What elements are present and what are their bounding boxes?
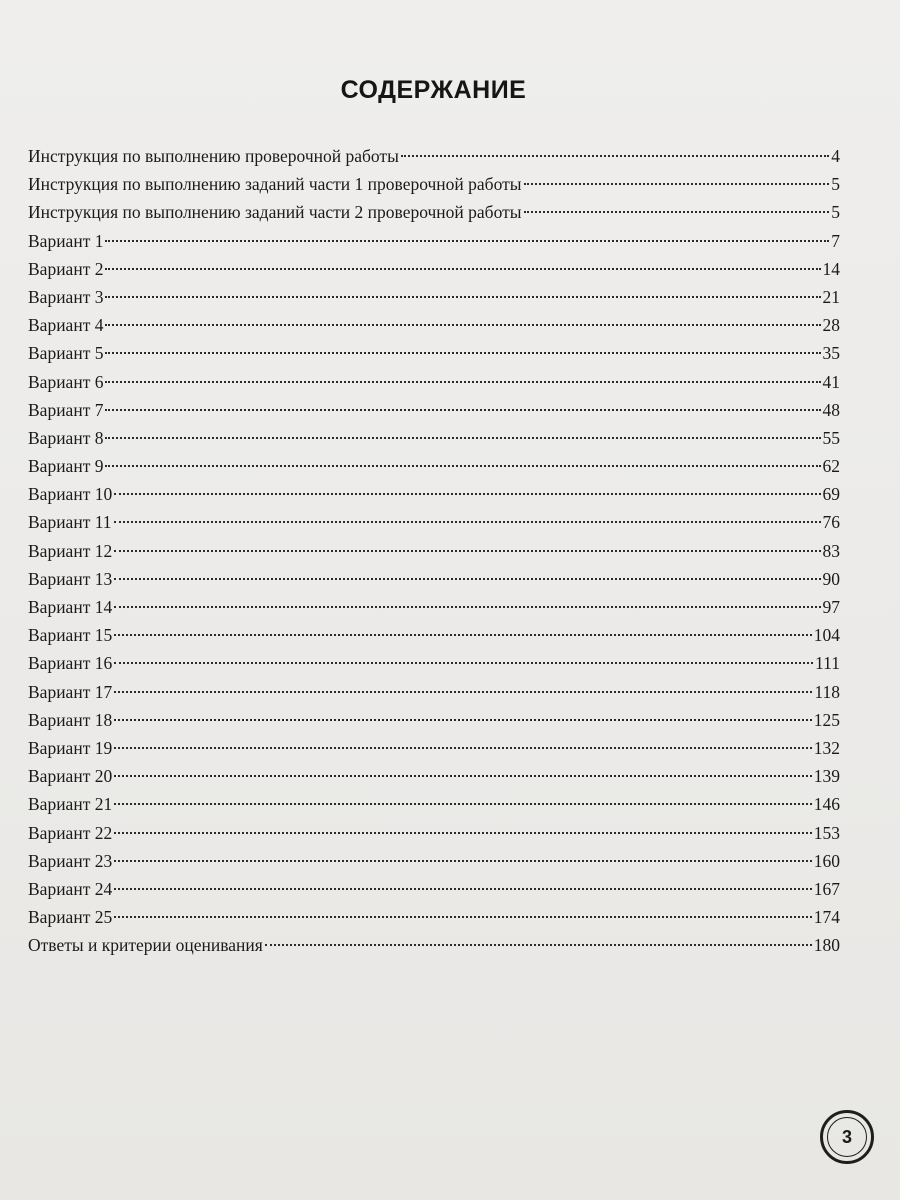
toc-entry-page: 118 bbox=[814, 681, 840, 702]
toc-entry-page: 62 bbox=[822, 456, 840, 477]
toc-entry-label: Вариант 25 bbox=[28, 907, 113, 928]
toc-dot-leader bbox=[114, 803, 812, 805]
toc-entry bbox=[28, 903, 840, 931]
toc-entry bbox=[28, 762, 840, 790]
toc-dot-leader bbox=[265, 944, 812, 946]
toc-entry-page: 69 bbox=[822, 484, 840, 505]
toc-entry-page: 76 bbox=[822, 512, 840, 533]
toc-entry bbox=[28, 847, 840, 875]
toc-dot-leader bbox=[114, 662, 813, 664]
toc-entry-label: Вариант 9 bbox=[28, 456, 104, 477]
toc-entry-label: Инструкция по выполнению заданий части 2 проверочной работы bbox=[28, 202, 522, 223]
toc-entry-label: Вариант 11 bbox=[28, 512, 112, 533]
toc-entry-label: Вариант 21 bbox=[28, 794, 113, 815]
toc-entry bbox=[28, 311, 840, 339]
toc-dot-leader bbox=[524, 183, 830, 185]
toc-entry-label: Вариант 6 bbox=[28, 371, 104, 392]
toc-entry-label: Вариант 8 bbox=[28, 427, 104, 448]
toc-dot-leader bbox=[114, 578, 820, 580]
toc-entry-label: Вариант 14 bbox=[28, 597, 113, 617]
toc-entry bbox=[28, 198, 840, 226]
toc-entry bbox=[28, 790, 840, 818]
toc-entry-label: Вариант 16 bbox=[28, 653, 113, 674]
toc-entry bbox=[28, 424, 840, 452]
toc-entry bbox=[28, 734, 840, 762]
toc-dot-leader bbox=[401, 155, 829, 157]
toc-entry-page: 83 bbox=[822, 540, 840, 561]
toc-entry-label: Вариант 4 bbox=[28, 315, 104, 336]
toc-entry-page: 28 bbox=[822, 315, 840, 336]
toc-entry bbox=[28, 508, 840, 536]
toc-entry-page: 153 bbox=[813, 822, 840, 843]
toc-entry-label: Вариант 13 bbox=[28, 568, 113, 589]
toc-dot-leader bbox=[105, 240, 829, 242]
page-number-badge bbox=[820, 1110, 874, 1164]
toc-entry-page: 14 bbox=[822, 258, 840, 279]
toc-dot-leader bbox=[114, 550, 820, 552]
toc-entry-page: 55 bbox=[822, 427, 840, 448]
toc-entry bbox=[28, 678, 840, 706]
toc-entry bbox=[28, 593, 840, 621]
toc-dot-leader bbox=[105, 352, 820, 354]
toc-entry-label: Вариант 17 bbox=[28, 681, 113, 702]
toc-entry bbox=[28, 227, 840, 255]
toc-entry-page: 5 bbox=[831, 202, 840, 223]
toc-entry-page: 4 bbox=[831, 146, 840, 166]
toc-dot-leader bbox=[114, 606, 820, 608]
toc-dot-leader bbox=[105, 268, 820, 270]
toc-entry-page: 125 bbox=[813, 709, 840, 730]
toc-dot-leader bbox=[105, 465, 820, 467]
toc-dot-leader bbox=[114, 691, 812, 693]
toc-dot-leader bbox=[114, 775, 812, 777]
toc-entry-page: 146 bbox=[813, 794, 840, 815]
toc-entry-page: 41 bbox=[822, 371, 840, 392]
toc-entry-label: Вариант 23 bbox=[28, 850, 113, 871]
page-number: 3 bbox=[841, 1126, 852, 1147]
toc-dot-leader bbox=[105, 381, 820, 383]
toc-dot-leader bbox=[105, 437, 820, 439]
toc-entry-label: Вариант 19 bbox=[28, 737, 113, 758]
toc-entry-label: Ответы и критерии оценивания bbox=[28, 935, 263, 956]
toc-entry-label: Инструкция по выполнению проверочной работы bbox=[28, 146, 399, 166]
toc-dot-leader bbox=[524, 211, 830, 213]
toc-entry-page: 97 bbox=[822, 597, 840, 617]
toc-entry bbox=[28, 368, 840, 396]
toc-dot-leader bbox=[114, 888, 812, 890]
toc-entry-label: Вариант 2 bbox=[28, 258, 104, 279]
toc-entry-page: 167 bbox=[813, 878, 840, 899]
toc-entry-page: 90 bbox=[822, 568, 840, 589]
toc-entry-page: 160 bbox=[813, 850, 840, 871]
toc-dot-leader bbox=[114, 493, 820, 495]
toc-entry-page: 180 bbox=[813, 935, 840, 956]
toc-entry-page: 132 bbox=[813, 737, 840, 758]
toc-entry bbox=[28, 396, 840, 424]
toc-entry-label: Вариант 7 bbox=[28, 399, 104, 420]
toc-entry-page: 5 bbox=[831, 174, 840, 195]
toc-dot-leader bbox=[114, 719, 812, 721]
toc-entry bbox=[28, 931, 840, 959]
toc-entry bbox=[28, 819, 840, 847]
toc-entry-page: 139 bbox=[813, 766, 840, 787]
toc-entry-page: 174 bbox=[813, 907, 840, 928]
toc-dot-leader bbox=[114, 916, 812, 918]
toc-entry-page: 104 bbox=[813, 625, 840, 646]
toc-dot-leader bbox=[114, 747, 812, 749]
toc-entry bbox=[28, 706, 840, 734]
toc-entry bbox=[28, 452, 840, 480]
toc-entry-page: 35 bbox=[822, 343, 840, 364]
toc-entry bbox=[28, 339, 840, 367]
toc-entry-page: 21 bbox=[822, 286, 840, 307]
toc-entry bbox=[28, 537, 840, 565]
toc-entry bbox=[28, 621, 840, 649]
toc-entry-label: Вариант 12 bbox=[28, 540, 113, 561]
toc-entry bbox=[28, 283, 840, 311]
toc-entry bbox=[28, 875, 840, 903]
toc-entry-label: Вариант 15 bbox=[28, 625, 113, 646]
toc-dot-leader bbox=[105, 324, 820, 326]
toc-dot-leader bbox=[114, 860, 812, 862]
toc-entry bbox=[28, 649, 840, 677]
toc-entry-label: Вариант 24 bbox=[28, 878, 113, 899]
toc-dot-leader bbox=[114, 634, 812, 636]
toc-entry-label: Вариант 1 bbox=[28, 230, 104, 251]
toc-entry-page: 111 bbox=[815, 653, 840, 674]
page-title: СОДЕРЖАНИЕ bbox=[340, 76, 527, 104]
toc-entry bbox=[28, 565, 840, 593]
toc-entry-label: Вариант 5 bbox=[28, 343, 104, 364]
toc-entry-label: Вариант 22 bbox=[28, 822, 113, 843]
toc-entry bbox=[28, 170, 840, 198]
toc-entry-label: Вариант 20 bbox=[28, 766, 113, 787]
toc-dot-leader bbox=[114, 832, 812, 834]
toc-entry bbox=[28, 480, 840, 508]
toc-entry bbox=[28, 142, 840, 170]
toc-dot-leader bbox=[114, 521, 821, 523]
toc-entry-page: 48 bbox=[822, 399, 840, 420]
toc-entry bbox=[28, 255, 840, 283]
table-of-contents bbox=[28, 142, 840, 959]
toc-entry-label: Инструкция по выполнению заданий части 1 проверочной работы bbox=[28, 174, 522, 195]
toc-entry-page: 7 bbox=[831, 230, 840, 251]
toc-entry-label: Вариант 3 bbox=[28, 286, 104, 307]
toc-entry-label: Вариант 10 bbox=[28, 484, 113, 505]
toc-dot-leader bbox=[105, 409, 820, 411]
toc-entry-label: Вариант 18 bbox=[28, 709, 113, 730]
toc-dot-leader bbox=[105, 296, 820, 298]
